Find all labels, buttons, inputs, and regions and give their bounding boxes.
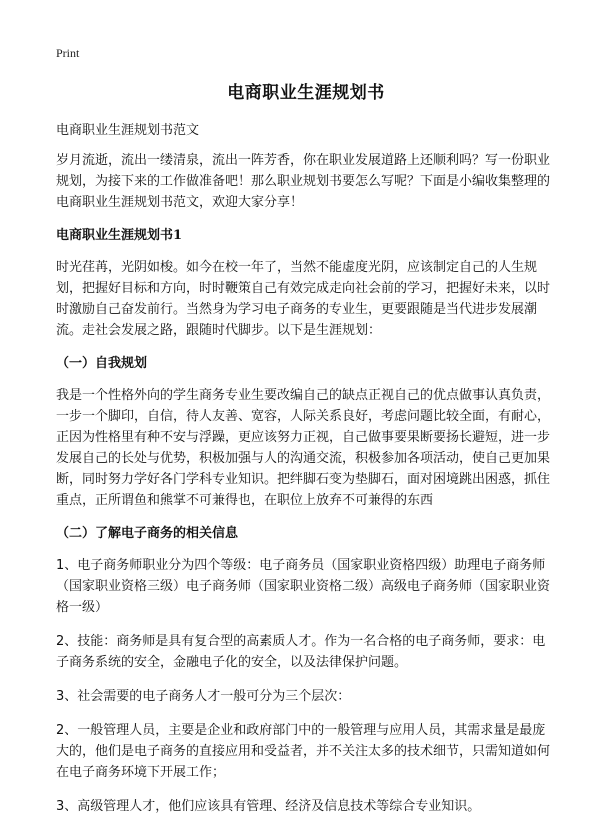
section-heading-self-planning: （一）自我规划 bbox=[56, 356, 148, 371]
list-item: 3、高级管理人才，他们应该具有管理、经济及信息技术等综合专业知识。 bbox=[56, 799, 481, 814]
list-item: 2、一般管理人员，主要是企业和政府部门中的一般管理与应用人员，其需求量是最庞大的，他们是电子商务的直接应用和受益者，并不关注太多的技术细节，只需知道如何在电子商务环境下开展工作； bbox=[56, 723, 551, 780]
document-body bbox=[56, 78, 556, 830]
section-heading-ecommerce-info: （二）了解电子商务的相关信息 bbox=[56, 526, 239, 541]
list-item: 1、电子商务师职业分为四个等级：电子商务员（国家职业资格四级）助理电子商务师（国家职业资格三级）电子商务师（国家职业资格二级）高级电子商务师（国家职业资格一级） bbox=[56, 558, 551, 615]
article-heading: 电商职业生涯规划书1 bbox=[56, 228, 183, 243]
intro-paragraph: 岁月流逝，流出一缕清泉，流出一阵芳香，你在职业发展道路上还顺利吗？写一份职业规划，为接下来的工作做准备吧！那么职业规划书要怎么写呢？下面是小编收集整理的电商职业生涯规划书范文，欢迎大家分享！ bbox=[56, 153, 551, 210]
list-item: 3、社会需要的电子商务人才一般可分为三个层次： bbox=[56, 689, 351, 704]
self-planning-paragraph: 我是一个性格外向的学生商务专业生要改编自己的缺点正视自己的优点做事认真负责，一步一个脚印，自信，待人友善、宽容，人际关系良好，考虑问题比较全面，有耐心，正因为性格里有种不安与浮躁，更应该努力正视，自己做事要果断要扬长避短，进一步发展自己的长处与优势，积极加强与人的沟通交流，积极参加各项活动，使自己更加果断，同时努力学好各门学科专业知识。把绊脚石变为垫脚石，面对困境跳出困惑，抓住重点，正所谓鱼和熊掌不可兼得也，在职位上放弃不可兼得的东西 bbox=[56, 388, 551, 508]
print-link[interactable]: Print bbox=[56, 46, 80, 60]
page-title: 电商职业生涯规划书 bbox=[227, 83, 385, 103]
article-intro-paragraph: 时光荏苒，光阴如梭。如今在校一年了，当然不能虚度光阴，应该制定自己的人生规划，把握好目标和方向，时时鞭策自己有效完成走向社会前的学习，把握好未来，以时时激励自己奋发前行。当然身为学习电子商务的专业生，更要跟随是当代进步发展潮流。走社会发展之路，跟随时代脚步。以下是生涯规划： bbox=[56, 260, 551, 338]
list-item: 2、技能：商务师是具有复合型的高素质人才。作为一名合格的电子商务师，要求：电子商务系统的安全，金融电子化的安全，以及法律保护问题。 bbox=[56, 634, 546, 670]
document-subtitle: 电商职业生涯规划书范文 bbox=[56, 123, 200, 138]
